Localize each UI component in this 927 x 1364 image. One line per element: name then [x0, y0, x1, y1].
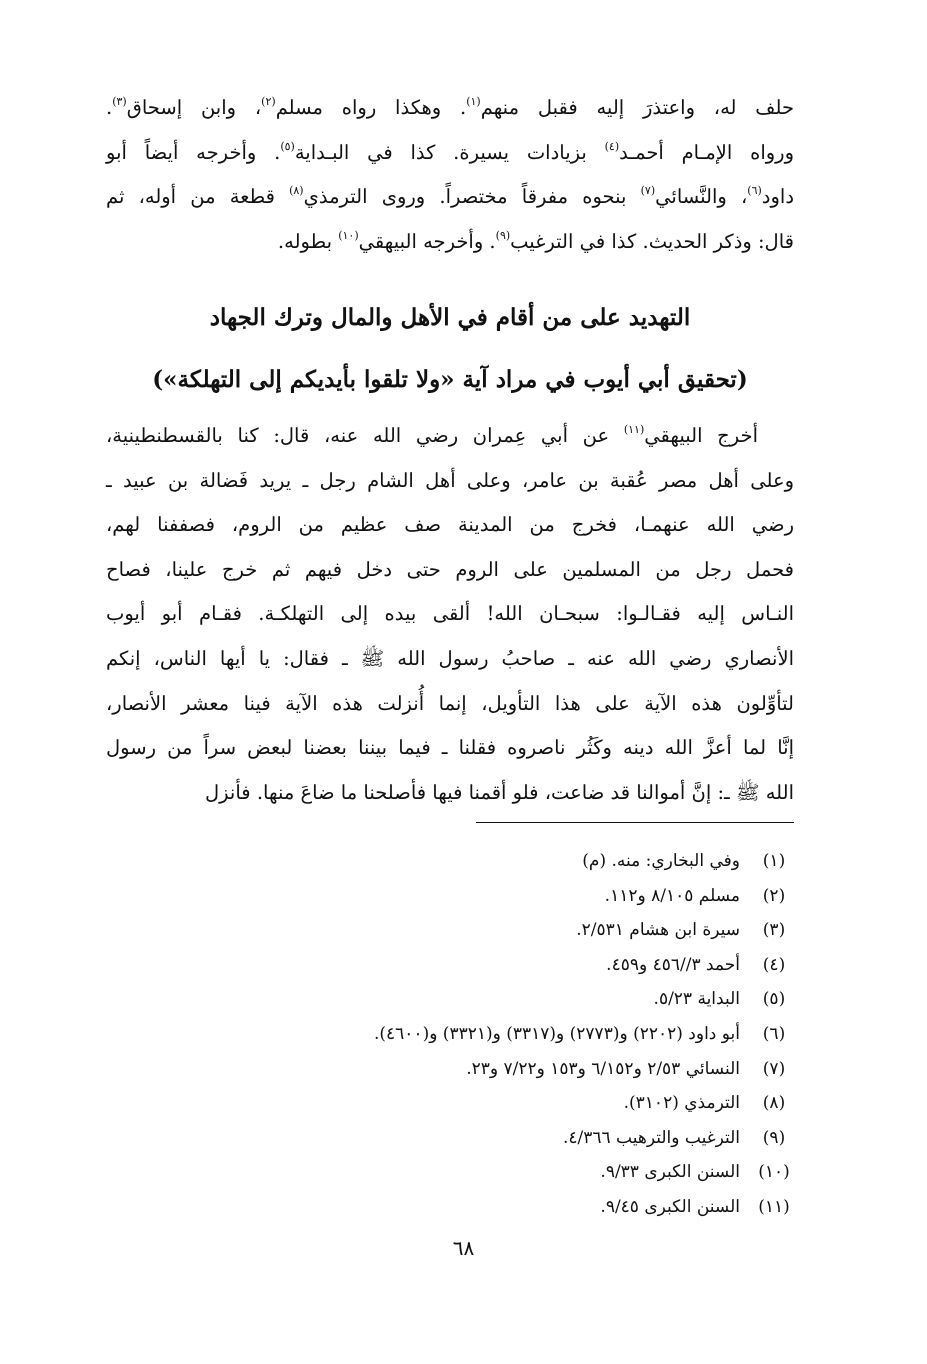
text-line — [106, 503, 794, 548]
text-segment: . وهكذا رواه مسلم — [275, 96, 467, 119]
footnote-number: (١١) — [758, 1196, 790, 1217]
text-line — [106, 86, 794, 131]
footnote-text: البداية ٥/٢٣. — [653, 989, 740, 1010]
text-line — [106, 220, 794, 265]
main-paragraph — [106, 414, 794, 815]
footnote-number: (٤) — [762, 954, 786, 975]
footnote-text: وفي البخاري: منه. (م) — [582, 851, 740, 871]
footnote-item — [94, 879, 794, 914]
footnotes-list — [94, 844, 794, 1225]
text-line — [106, 726, 794, 771]
footnote-item — [94, 1190, 794, 1225]
footnote-item — [94, 1052, 794, 1087]
text-segment: الأنصاري رضي الله عنه ـ صاحبُ رسول الله ﷺ ـ فقال: يا أيها الناس، إنكم — [106, 646, 794, 670]
footnote-text: السنن الكبرى ٩/٣٣. — [600, 1162, 740, 1183]
footnote-number: (٨) — [762, 1093, 786, 1114]
top-paragraph-text — [106, 86, 794, 264]
text-line — [106, 637, 794, 682]
footnote-number: (٦) — [762, 1023, 786, 1044]
footnote-item — [94, 1121, 794, 1156]
footnote-ref: (٧) — [640, 184, 656, 198]
footnote-item — [94, 1017, 794, 1052]
footnote-text: النسائي ٢/٥٣ و٦/١٥٢ و١٥٣ و٧/٢٢ و٢٣. — [466, 1058, 740, 1079]
footnote-number: (٩) — [762, 1127, 786, 1148]
main-paragraph-text — [106, 414, 794, 815]
footnote-ref: (٢) — [261, 95, 276, 108]
text-segment: حلف له، واعتذرَ إليه فقبل منهم — [480, 96, 795, 119]
footnote-text: مسلم ٨/١٠٥ و١١٢. — [604, 885, 740, 906]
text-segment: وعلى أهل مصر عُقبة بن عامر، وعلى أهل الشام رجل ـ يريد فَضالة بن عبيد ـ — [106, 468, 794, 492]
footnote-item — [94, 1086, 794, 1121]
text-segment: الله ﷺ ـ: إنَّ أموالنا قد ضاعت، فلو أقمنا فيها فأصلحنا ما ضاعَ منها. فأنزل — [205, 780, 794, 804]
text-segment: عن أبي عِمران رضي الله عنه، قال: كنا بالقسطنطينية، — [106, 424, 624, 447]
footnote-item — [94, 844, 794, 879]
text-segment: بطوله. — [277, 229, 339, 253]
text-segment: قطعة من أوله، ثم — [106, 185, 290, 209]
text-segment: النـاس إليه فقـالـوا: سبحـان الله! ألقى بيده إلى التهلكـة. فقـام أبو أيوب — [106, 602, 794, 626]
text-line — [106, 131, 794, 176]
footnote-number: (١) — [762, 851, 786, 871]
text-segment: . وأخرجه أيضاً أبو — [106, 140, 281, 164]
footnote-item — [94, 1155, 794, 1190]
section-subheading: (تحقيق أبي أيوب في مراد آية «ولا تلقوا بأيديكم إلى التهلكة») — [152, 366, 748, 393]
text-segment: إنَّا لما أعزَّ الله دينه وكَثُر ناصروه فقلنا ـ فيما بيننا بعضنا لبعض سراً من رسول — [106, 736, 794, 760]
footnote-ref: (٣) — [112, 95, 127, 108]
section-heading: التهديد على من أقام في الأهل والمال وترك الجهاد — [209, 304, 691, 331]
footnote-ref: (١) — [466, 95, 481, 108]
footnote-separator — [476, 822, 794, 823]
text-segment: رضي الله عنهمـا، فخرج من المدينة صف عظيم من الروم، فصففنا لهم، — [106, 513, 794, 537]
footnote-text: أبو داود (٢٢٠٢) و(٢٧٧٣) و(٣٣١٧) و(٣٣٢١) و(٤٦٠٠). — [373, 1023, 740, 1044]
text-segment: فحمل رجل من المسلمين على الروم حتى دخل فيهم ثم خرج علينا، فصاح — [106, 557, 794, 581]
footnote-ref: (٦) — [747, 184, 762, 198]
footnote-text: الترمذي (٣١٠٢). — [623, 1093, 740, 1114]
footnote-text: الترغيب والترهيب ٤/٣٦٦. — [562, 1127, 740, 1148]
text-line — [106, 175, 794, 220]
footnote-ref: (٨) — [289, 184, 304, 198]
footnote-number: (٣) — [762, 920, 786, 941]
text-segment: داود — [761, 185, 794, 209]
footnote-text: السنن الكبرى ٩/٤٥. — [600, 1196, 740, 1217]
text-segment: ، والنَّسائي — [655, 185, 748, 209]
footnote-item — [94, 913, 794, 948]
footnote-ref: (٤) — [604, 139, 620, 153]
footnote-number: (٢) — [762, 885, 786, 906]
text-line — [106, 459, 794, 504]
page-number: ٦٨ — [452, 1236, 475, 1260]
footnote-item — [94, 948, 794, 983]
footnote-text: سيرة ابن هشام ٢/٥٣١. — [576, 920, 740, 941]
text-line — [106, 548, 794, 593]
text-segment: ، وابن إسحاق — [126, 96, 262, 119]
text-segment: ورواه الإمـام أحمـد — [619, 140, 794, 164]
footnote-number: (٥) — [762, 989, 786, 1010]
footnote-ref: (١٠) — [338, 228, 359, 242]
text-line — [106, 414, 794, 459]
footnote-ref: (٩) — [495, 228, 511, 242]
text-line — [106, 771, 794, 816]
text-segment: . — [106, 96, 113, 119]
text-segment: لتأوِّلون هذه الآية على هذا التأويل، إنما أُنزلت هذه الآية فينا معشر الأنصار، — [106, 691, 794, 715]
text-line — [106, 682, 794, 727]
footnote-ref: (١١) — [623, 423, 645, 436]
text-segment: بزيادات يسيرة. كذا في البـداية — [294, 140, 605, 164]
text-segment: أخرج البيهقي — [644, 424, 758, 447]
text-segment: قال: وذكر الحديث. كذا في الترغيب — [510, 229, 794, 253]
top-paragraph — [106, 86, 794, 264]
text-segment: بنحوه مفرقاً مختصراً. وروى الترمذي — [303, 185, 641, 209]
footnote-ref: (٥) — [280, 139, 295, 153]
text-line — [106, 592, 794, 637]
footnote-text: أحمد ٣//٤٥٦ و٤٥٩. — [606, 954, 740, 975]
footnote-number: (٧) — [762, 1058, 786, 1079]
footnote-item — [94, 982, 794, 1017]
text-segment: . وأخرجه البيهقي — [358, 229, 496, 253]
footnote-number: (١٠) — [758, 1162, 790, 1183]
